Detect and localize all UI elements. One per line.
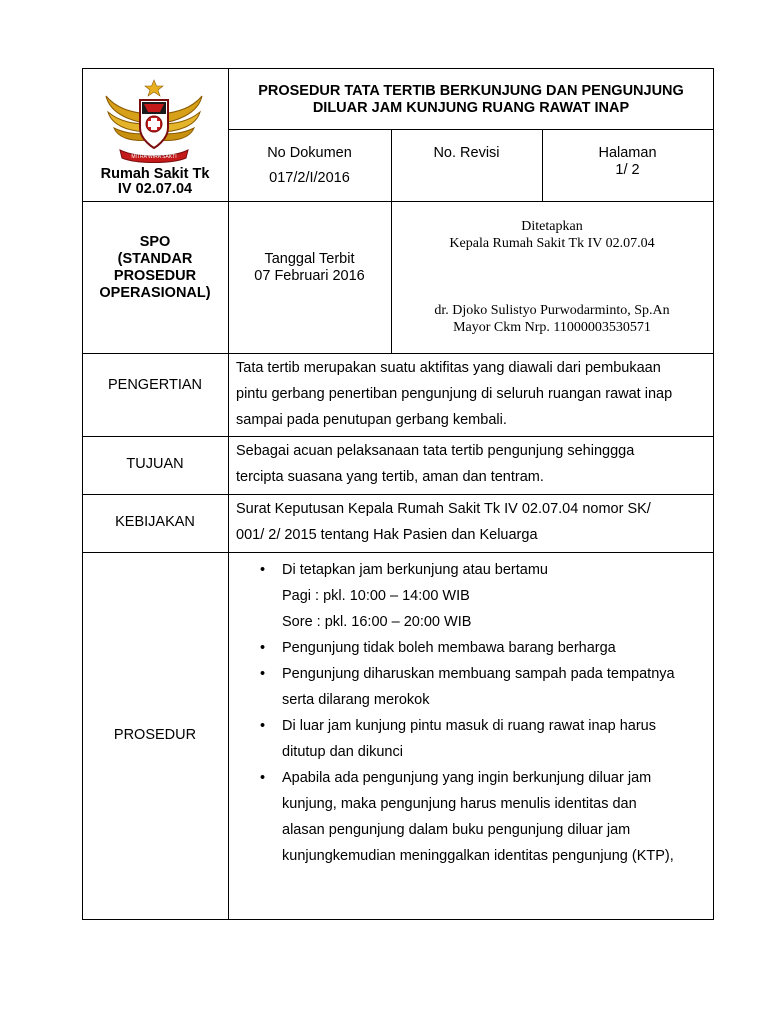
prosedur-item-line: Pengunjung tidak boleh membawa barang berharga [282, 640, 616, 656]
tujuan-line: tercipta suasana yang tertib, aman dan tentram. [236, 469, 544, 485]
pengertian-line: sampai pada penutupan gerbang kembali. [236, 412, 507, 428]
row-divider-tujuan [82, 494, 714, 495]
prosedur-item-line: kunjung, maka pengunjung harus menulis identitas dan [282, 796, 637, 812]
row-divider-pengertian [82, 436, 714, 437]
document-title [228, 83, 714, 117]
prosedur-item [236, 635, 706, 661]
tujuan-text [236, 438, 706, 490]
tanggal-terbit-cell [228, 251, 391, 285]
kebijakan-line: 001/ 2/ 2015 tentang Hak Pasien dan Keluarga [236, 527, 538, 543]
prosedur-item-line: ditutup dan dikunci [282, 744, 403, 760]
kebijakan-text [236, 496, 706, 548]
pengertian-text [236, 355, 706, 433]
prosedur-list [236, 557, 706, 869]
bullet-icon: • [260, 666, 266, 682]
row-divider-spo [82, 353, 714, 354]
tujuan-line: Sebagai acuan pelaksanaan tata tertib pengunjung sehinggga [236, 443, 635, 459]
halaman-cell [542, 145, 713, 179]
prosedur-item [236, 713, 706, 765]
no-dokumen-value: 017/2/I/2016 [269, 170, 350, 186]
bullet-icon: • [260, 640, 266, 656]
no-dokumen-label: No Dokumen [267, 145, 352, 161]
prosedur-item-line: Pagi : pkl. 10:00 – 14:00 WIB [282, 588, 470, 604]
prosedur-item [236, 765, 706, 869]
logo-ribbon-text: MITRA WIRA SAKTI [131, 154, 177, 160]
spo-line3: PROSEDUR [113, 268, 197, 284]
prosedur-label: PROSEDUR [113, 727, 197, 743]
title-line1: PROSEDUR TATA TERTIB BERKUNJUNG DAN PENGUNJUNG [258, 83, 684, 99]
tujuan-label: TUJUAN [126, 456, 184, 472]
prosedur-item-line: serta dilarang merokok [282, 692, 430, 708]
ditetapkan-cell [391, 218, 713, 252]
tanggal-terbit-value: 07 Februari 2016 [254, 268, 365, 284]
hospital-name-line1: Rumah Sakit Tk [100, 166, 210, 182]
kebijakan-label: KEBIJAKAN [115, 514, 195, 530]
prosedur-item [236, 661, 706, 713]
spo-line4: OPERASIONAL) [99, 285, 211, 301]
signer-name: dr. Djoko Sulistyo Purwodarminto, Sp.An [434, 303, 670, 318]
spo-line1: SPO [139, 234, 171, 250]
prosedur-item-line: Apabila ada pengunjung yang ingin berkunjung diluar jam [282, 770, 652, 786]
pengertian-line: pintu gerbang penertiban pengunjung di seluruh ruangan rawat inap [236, 386, 673, 402]
halaman-value: 1/ 2 [615, 162, 640, 178]
halaman-label: Halaman [598, 145, 657, 161]
pengertian-label: PENGERTIAN [107, 377, 202, 393]
bullet-icon: • [260, 718, 266, 734]
prosedur-item-line: alasan pengunjung dalam buku pengunjung diluar jam [282, 822, 631, 838]
bullet-icon: • [260, 562, 266, 578]
prosedur-list-wrapper [236, 557, 706, 869]
prosedur-item-line: Sore : pkl. 16:00 – 20:00 WIB [282, 614, 472, 630]
row-divider-header [82, 201, 714, 202]
hospital-header-cell [82, 68, 228, 201]
prosedur-item-line: Di luar jam kunjung pintu masuk di ruang rawat inap harus [282, 718, 656, 734]
hospital-name [82, 167, 228, 197]
spo-line2: (STANDAR [117, 251, 193, 267]
tanggal-terbit-label: Tanggal Terbit [264, 251, 355, 267]
row-divider-title [228, 129, 714, 130]
pengertian-line: Tata tertib merupakan suatu aktifitas yang diawali dari pembukaan [236, 360, 661, 376]
signer-rank: Mayor Ckm Nrp. 11000003530571 [453, 320, 651, 335]
ditetapkan-position: Kepala Rumah Sakit Tk IV 02.07.04 [449, 236, 655, 251]
title-line2: DILUAR JAM KUNJUNG RUANG RAWAT INAP [312, 100, 630, 116]
ditetapkan-label: Ditetapkan [521, 219, 583, 234]
signer-block [391, 302, 713, 336]
prosedur-item-line: kunjungkemudian meninggalkan identitas pengunjung (KTP), [282, 848, 674, 864]
row-divider-kebijakan [82, 552, 714, 553]
no-revisi-label: No. Revisi [433, 145, 500, 161]
hospital-emblem-logo [102, 78, 206, 166]
spo-document-table [82, 68, 714, 920]
prosedur-item [236, 557, 706, 635]
table-border-bottom [82, 919, 714, 920]
prosedur-item-line: Pengunjung diharuskan membuang sampah pada tempatnya [282, 666, 675, 682]
hospital-name-line2: IV 02.07.04 [117, 181, 193, 197]
bullet-icon: • [260, 770, 266, 786]
no-revisi-cell [391, 145, 542, 161]
spo-label [82, 234, 228, 302]
kebijakan-line: Surat Keputusan Kepala Rumah Sakit Tk IV 02.07.04 nomor SK/ [236, 501, 651, 517]
prosedur-item-line: Di tetapkan jam berkunjung atau bertamu [282, 562, 548, 578]
no-dokumen-cell [228, 145, 391, 186]
